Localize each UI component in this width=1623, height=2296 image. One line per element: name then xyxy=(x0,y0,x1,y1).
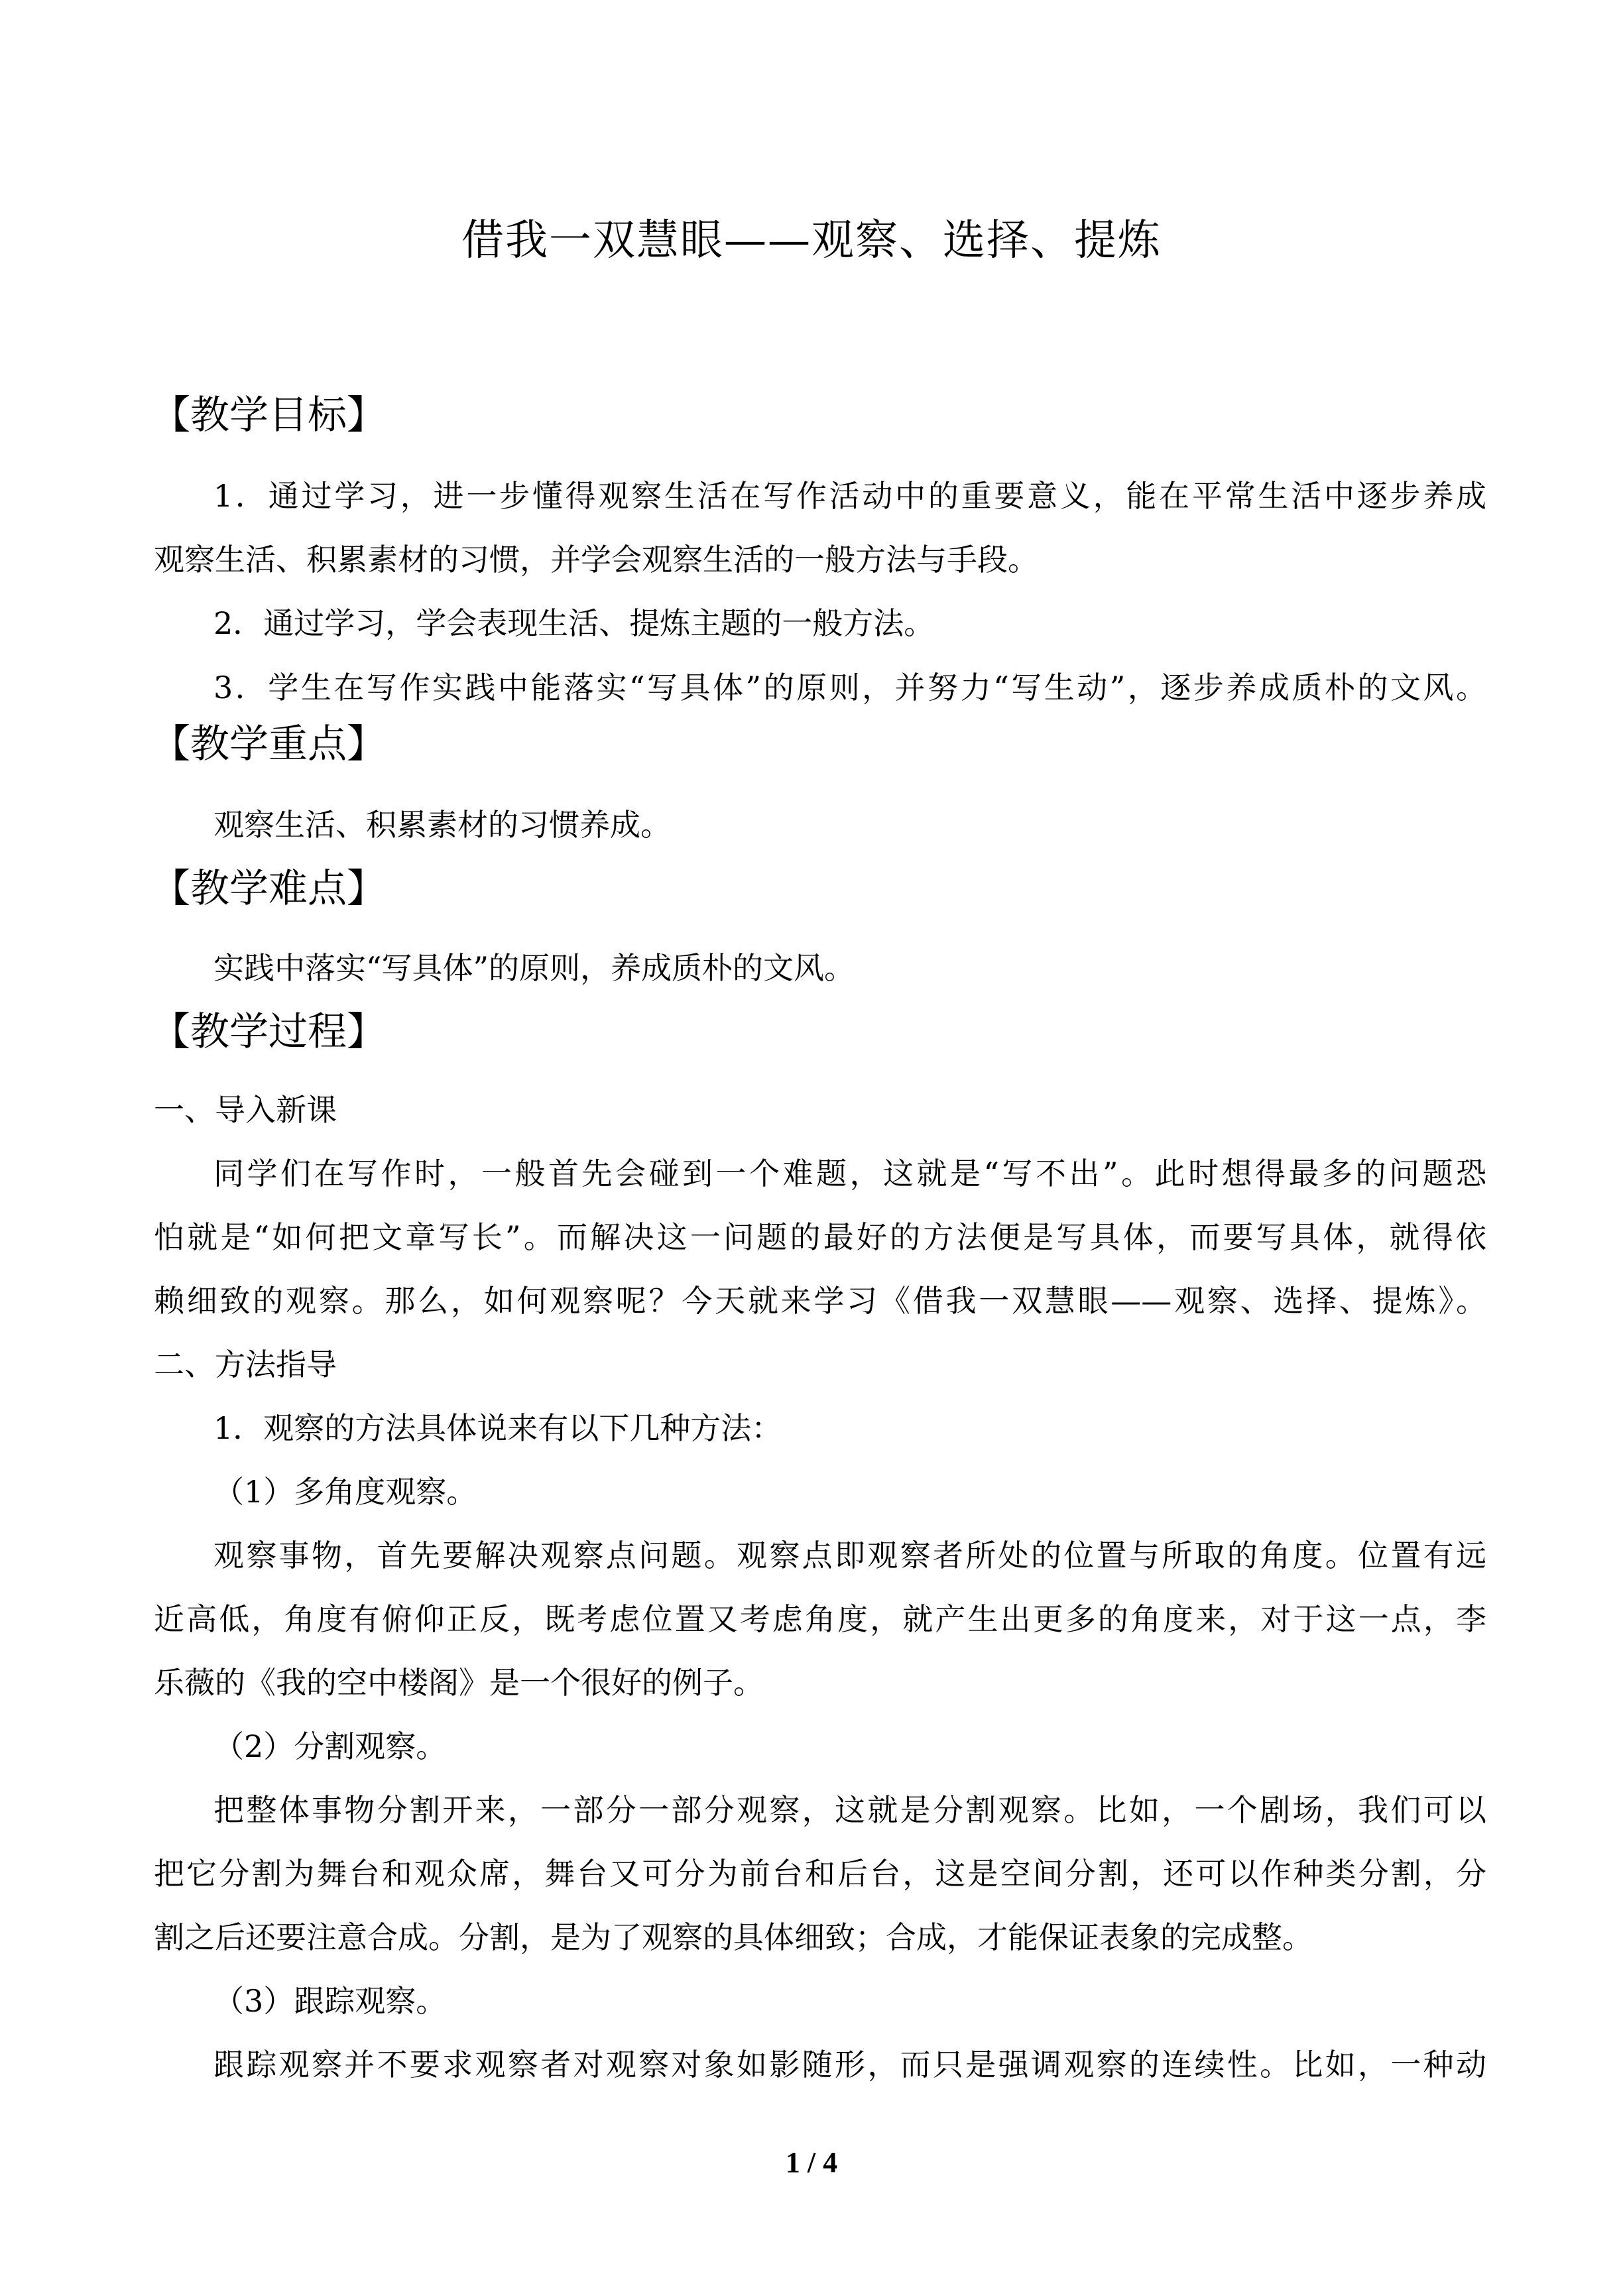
process-line-intro-heading: 一、导入新课 xyxy=(154,1092,337,1128)
process-line-method-heading: 二、方法指导 xyxy=(154,1347,337,1382)
page-number: 1 / 4 xyxy=(785,2146,838,2179)
process-line-subheading: （2）分割观察。 xyxy=(213,1728,447,1764)
process-line: 怕就是“如何把文章写长”。而解决这一问题的最好的方法便是写具体，而要写具体，就得依 xyxy=(154,1219,1486,1255)
process-line: 近高低，角度有俯仰正反，既考虑位置又考虑角度，就产生出更多的角度来，对于这一点，李 xyxy=(154,1601,1486,1637)
heading-objectives: 【教学目标】 xyxy=(151,392,387,438)
process-line: 跟踪观察并不要求观察者对观察对象如影随形，而只是强调观察的连续性。比如，一种动 xyxy=(213,2047,1486,2083)
process-line-subheading: （1）多角度观察。 xyxy=(213,1474,477,1510)
objective-2: 2．通过学习，学会表现生活、提炼主题的一般方法。 xyxy=(213,605,935,641)
objective-1-line-1: 1．通过学习，进一步懂得观察生活在写作活动中的重要意义，能在平常生活中逐步养成 xyxy=(213,478,1486,514)
heading-key-points: 【教学重点】 xyxy=(151,721,387,766)
process-line: 观察事物，首先要解决观察点问题。观察点即观察者所处的位置与所取的角度。位置有远 xyxy=(213,1538,1486,1573)
key-point-1: 观察生活、积累素材的习惯养成。 xyxy=(213,807,671,843)
process-line-subheading: （3）跟踪观察。 xyxy=(213,1983,447,2019)
process-line: 把它分割为舞台和观众席，舞台又可分为前台和后台，这是空间分割，还可以作种类分割，分 xyxy=(154,1856,1486,1892)
heading-process: 【教学过程】 xyxy=(151,1008,387,1054)
difficulty-1: 实践中落实“写具体”的原则，养成质朴的文风。 xyxy=(213,950,855,986)
objective-3: 3．学生在写作实践中能落实“写具体”的原则，并努力“写生动”，逐步养成质朴的文风。 xyxy=(213,670,1486,705)
process-line: 1．观察的方法具体说来有以下几种方法： xyxy=(213,1410,782,1446)
heading-difficulties: 【教学难点】 xyxy=(151,865,387,911)
process-line: 乐薇的《我的空中楼阁》是一个很好的例子。 xyxy=(154,1665,764,1701)
process-line: 同学们在写作时，一般首先会碰到一个难题，这就是“写不出”。此时想得最多的问题恐 xyxy=(213,1156,1486,1191)
process-line: 把整体事物分割开来，一部分一部分观察，这就是分割观察。比如，一个剧场，我们可以 xyxy=(213,1792,1486,1828)
process-line: 割之后还要注意合成。分割，是为了观察的具体细致；合成，才能保证表象的完成整。 xyxy=(154,1919,1313,1955)
document-title: 借我一双慧眼——观察、选择、提炼 xyxy=(461,216,1162,265)
objective-1-line-2: 观察生活、积累素材的习惯，并学会观察生活的一般方法与手段。 xyxy=(154,542,1038,577)
process-line: 赖细致的观察。那么，如何观察呢？今天就来学习《借我一双慧眼——观察、选择、提炼》。 xyxy=(154,1283,1486,1319)
